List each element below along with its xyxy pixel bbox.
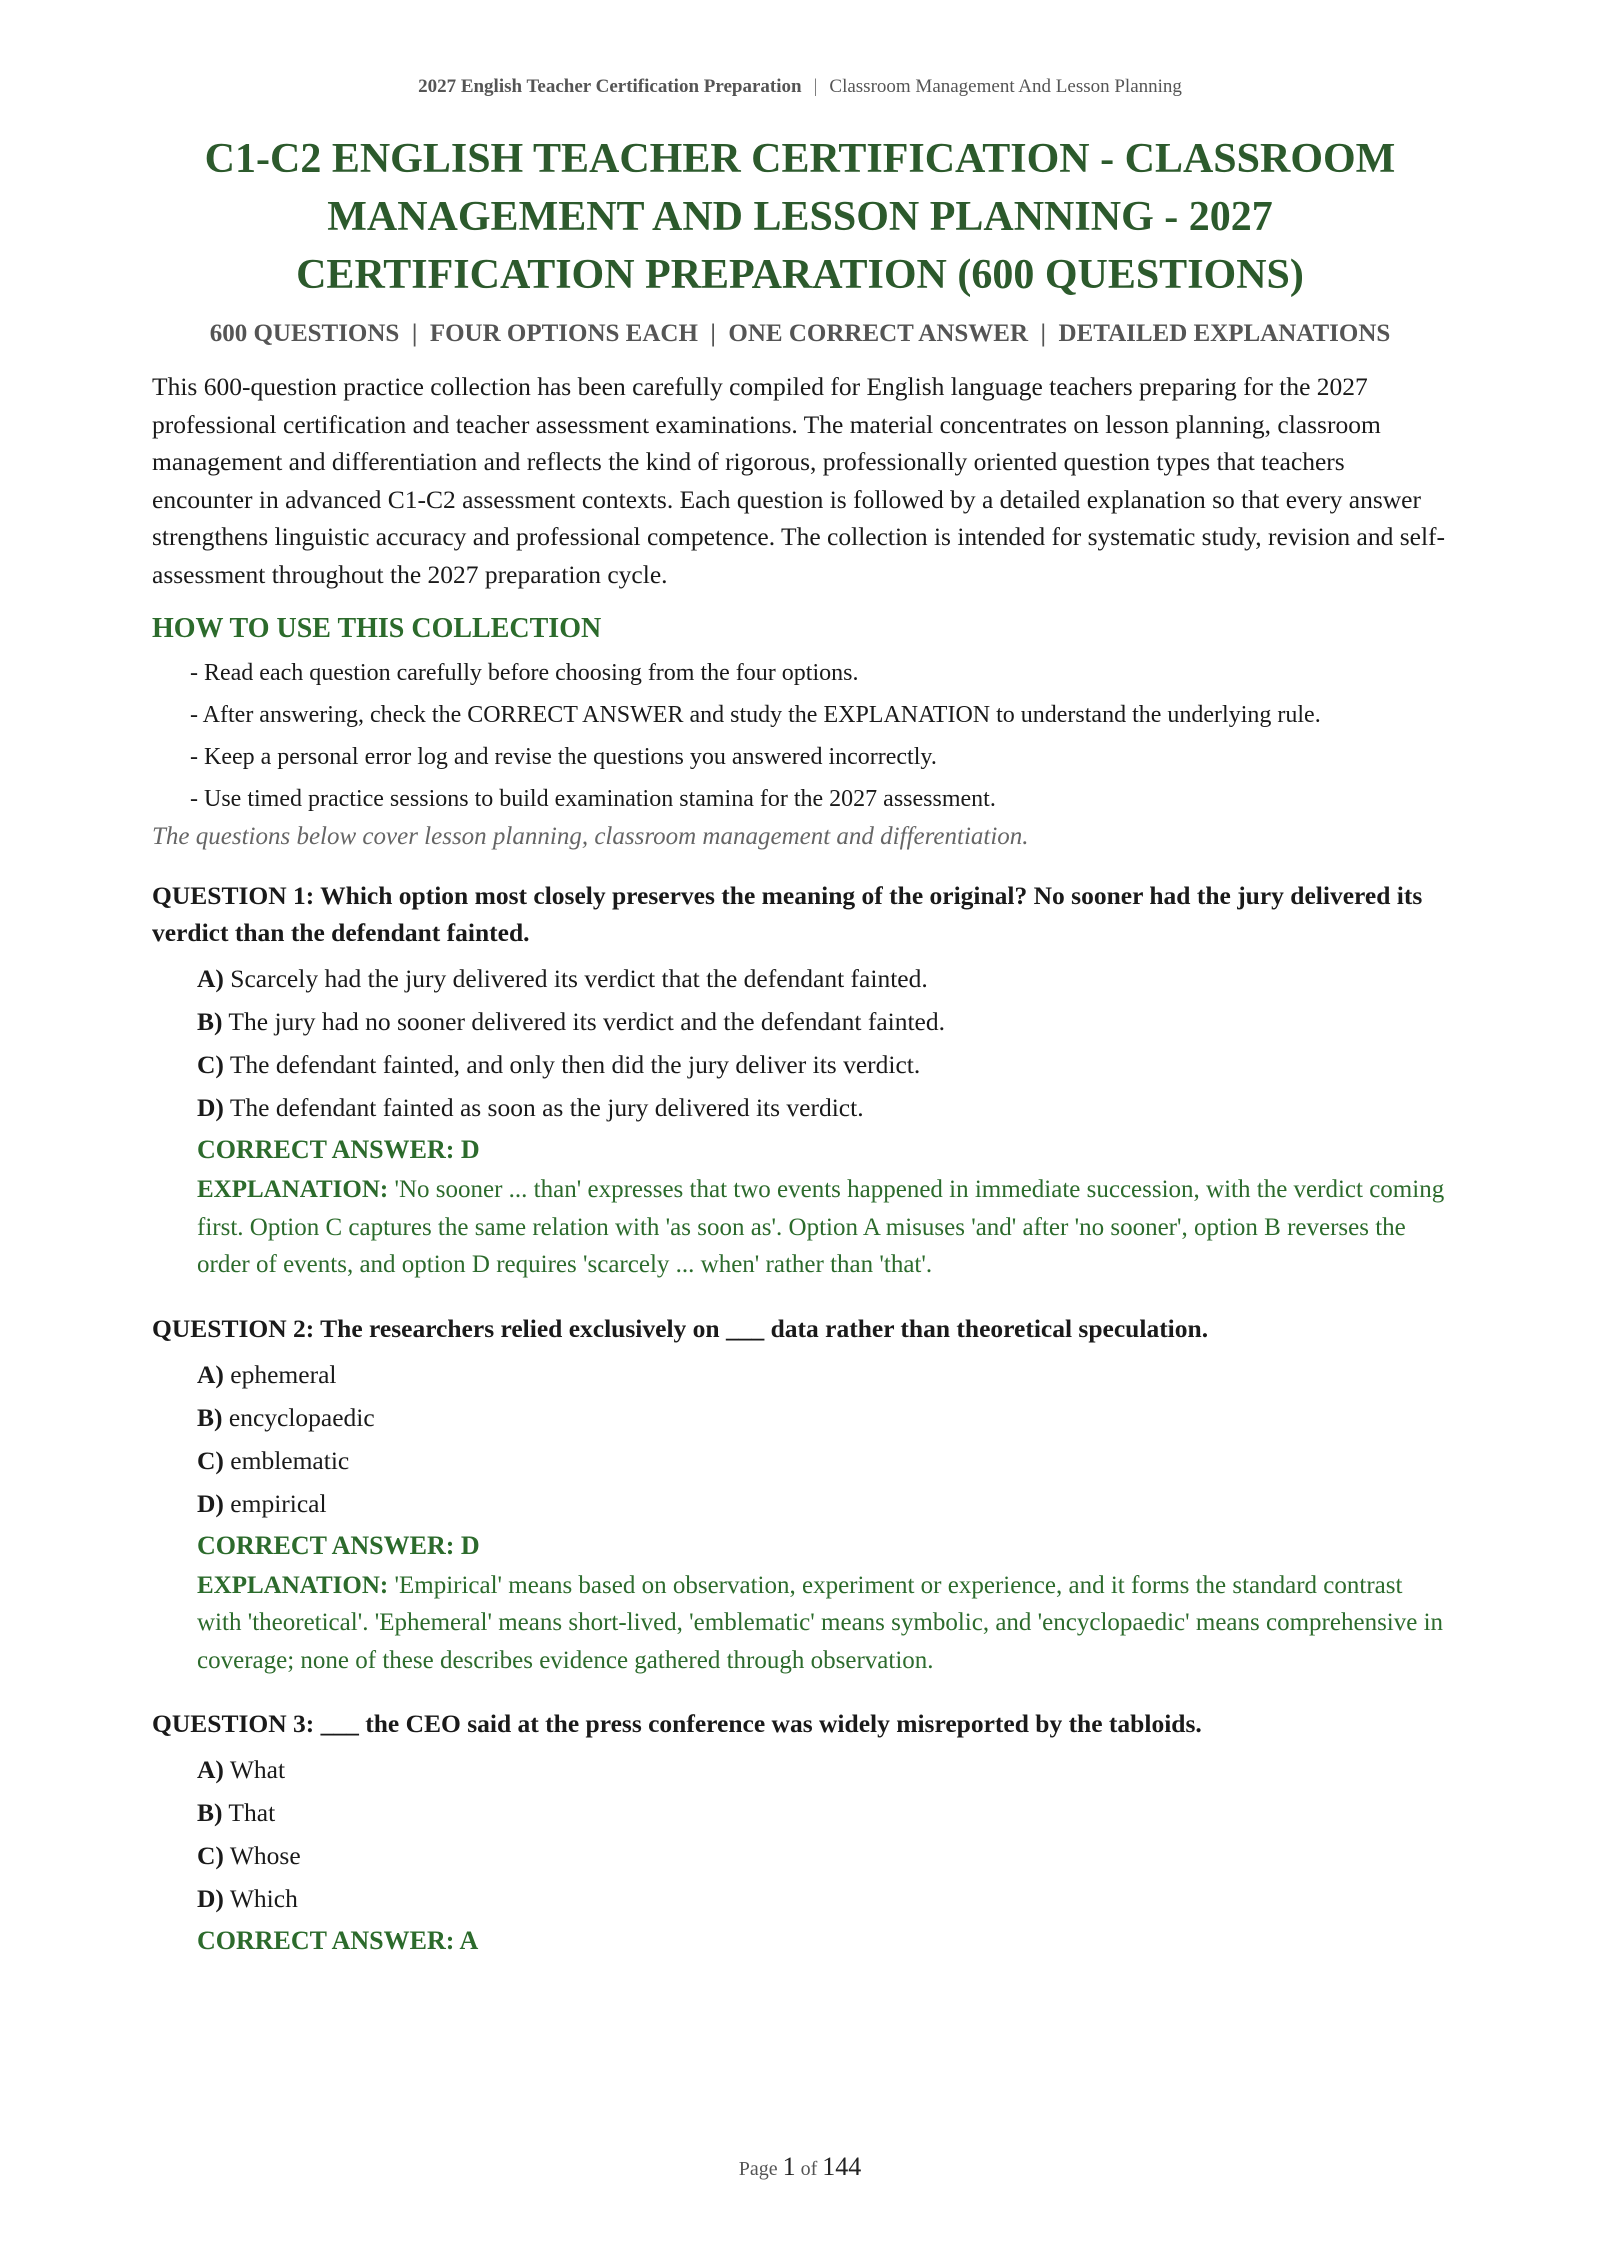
page-word: Page xyxy=(738,2158,778,2180)
option-letter: A) xyxy=(197,1359,224,1389)
page-total: 144 xyxy=(822,2152,862,2181)
option xyxy=(197,1877,1448,1920)
document-title: C1-C2 ENGLISH TEACHER CERTIFICATION - CLASSROOM MANAGEMENT AND LESSON PLANNING - 2027 CERTIFICATION PREPARATION (600 QUESTIONS) xyxy=(204,136,1396,298)
option xyxy=(197,1000,1448,1043)
option-text: The defendant fainted, and only then did the jury deliver its verdict. xyxy=(229,1050,921,1079)
option-letter: D) xyxy=(197,1488,224,1518)
option-letter: C) xyxy=(197,1050,224,1079)
option-list xyxy=(197,1353,1448,1525)
running-header xyxy=(0,76,1600,98)
document-meta-line: 600 QUESTIONS | FOUR OPTIONS EACH | ONE CORRECT ANSWER | DETAILED EXPLANATIONS xyxy=(209,320,1391,347)
explanation-text: 'No sooner ... than' expresses that two events happened in immediate succession, with the verdict coming first. Option C captures the same relation with 'as soon as'. Option A misuses 'and' after 'no sooner', option B reverses the order of events, and option D requires 'scarcely ... when' rather than 'that'. xyxy=(197,1176,1445,1278)
option-text: The defendant fainted as soon as the jury delivered its verdict. xyxy=(229,1093,864,1122)
option xyxy=(197,1791,1448,1834)
option-letter: B) xyxy=(197,1402,223,1432)
explanation xyxy=(197,1567,1448,1680)
howto-list xyxy=(190,655,1448,817)
explanation-label: EXPLANATION: xyxy=(197,1571,389,1599)
coverage-note: The questions below cover lesson planning, classroom management and differentiation. xyxy=(152,823,1029,850)
option-text: What xyxy=(229,1755,286,1784)
intro-paragraph: This 600-question practice collection has been carefully compiled for English language teachers preparing for the 2027 professional certification and teacher assessment examinations. The material concentrates on lesson planning, classroom management and differentiation and reflects the kind of rigorous, professionally oriented question types that teachers encounter in advanced C1-C2 assessment contexts. Each question is followed by a detailed explanation so that every answer strengthens linguistic accuracy and professional competence. The collection is intended for systematic study, revision and self-assessment throughout the 2027 preparation cycle. xyxy=(152,372,1446,589)
option-list xyxy=(197,957,1448,1129)
explanation-text: 'Empirical' means based on observation, experiment or experience, and it forms the standard contrast with 'theoretical'. 'Ephemeral' means short-lived, 'emblematic' means symbolic, and 'encyclopaedic' means comprehensive in coverage; none of these describes evidence gathered through observation. xyxy=(197,1571,1444,1674)
option xyxy=(197,1482,1448,1525)
correct-answer: CORRECT ANSWER: D xyxy=(197,1135,480,1164)
howto-item: - Use timed practice sessions to build examination stamina for the 2027 assessment. xyxy=(190,786,996,812)
option xyxy=(197,1748,1448,1791)
option-letter: B) xyxy=(197,1007,223,1036)
option xyxy=(197,1043,1448,1086)
page-content xyxy=(152,130,1448,1962)
option-letter: A) xyxy=(197,964,224,993)
howto-item: - Read each question carefully before choosing from the four options. xyxy=(190,660,859,686)
page-footer xyxy=(0,2152,1600,2182)
question-text: QUESTION 3: ___ the CEO said at the press conference was widely misreported by the tabloids. xyxy=(152,1709,1202,1738)
correct-answer: CORRECT ANSWER: A xyxy=(197,1926,479,1955)
question-text: QUESTION 2: The researchers relied exclusively on ___ data rather than theoretical speculation. xyxy=(152,1313,1209,1343)
option-list xyxy=(197,1748,1448,1920)
option xyxy=(197,1396,1448,1439)
howto-item: - After answering, check the CORRECT ANSWER and study the EXPLANATION to understand the underlying rule. xyxy=(190,702,1321,728)
question-block xyxy=(152,877,1448,1284)
howto-item: - Keep a personal error log and revise the questions you answered incorrectly. xyxy=(190,744,937,770)
option-text: encyclopaedic xyxy=(228,1402,375,1432)
option-letter: B) xyxy=(197,1798,223,1827)
howto-heading: HOW TO USE THIS COLLECTION xyxy=(152,613,602,644)
question-block xyxy=(152,1705,1448,1962)
option-text: The jury had no sooner delivered its verdict and the defendant fainted. xyxy=(228,1007,945,1036)
option-text: empirical xyxy=(230,1488,327,1518)
option-text: ephemeral xyxy=(230,1359,337,1389)
option xyxy=(197,1086,1448,1129)
question-text: QUESTION 1: Which option most closely preserves the meaning of the original? No sooner had the jury delivered its verdict than the defendant fainted. xyxy=(152,881,1423,947)
header-book-title: 2027 English Teacher Certification Preparation xyxy=(418,76,802,97)
option-text: Which xyxy=(229,1884,298,1913)
option-letter: A) xyxy=(197,1755,224,1784)
explanation xyxy=(197,1171,1448,1284)
header-separator: | xyxy=(813,76,818,97)
explanation-label: EXPLANATION: xyxy=(197,1176,389,1203)
option xyxy=(197,1439,1448,1482)
option-text: That xyxy=(228,1798,276,1827)
option-letter: D) xyxy=(197,1884,224,1913)
page-current: 1 xyxy=(782,2152,796,2181)
option-text: Whose xyxy=(229,1841,301,1870)
option-text: Scarcely had the jury delivered its verdict that the defendant fainted. xyxy=(230,964,928,993)
header-section-title: Classroom Management And Lesson Planning xyxy=(829,76,1182,97)
question-block xyxy=(152,1310,1448,1680)
option xyxy=(197,1353,1448,1396)
option-letter: C) xyxy=(197,1841,224,1870)
option-text: emblematic xyxy=(230,1445,350,1475)
option-letter: C) xyxy=(197,1445,224,1475)
correct-answer: CORRECT ANSWER: D xyxy=(197,1530,480,1560)
option-letter: D) xyxy=(197,1093,224,1122)
option xyxy=(197,957,1448,1000)
option xyxy=(197,1834,1448,1877)
of-word: of xyxy=(800,2158,818,2180)
